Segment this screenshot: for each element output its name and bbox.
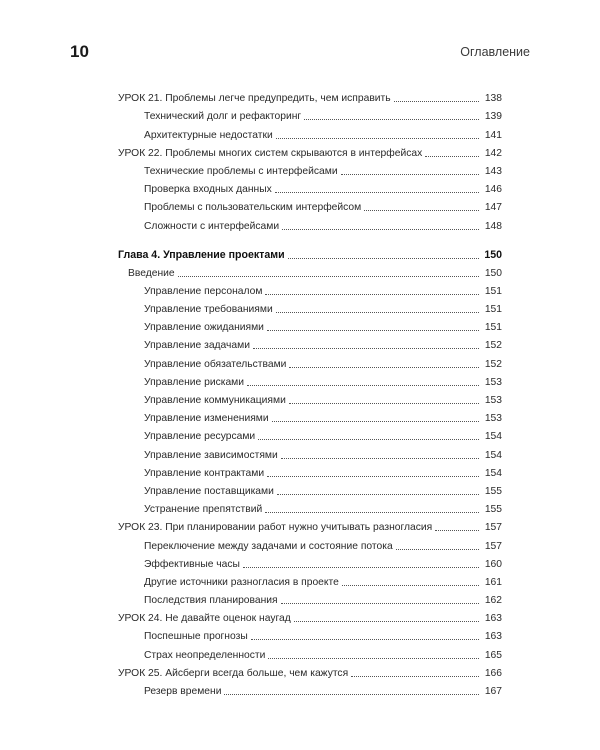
toc-entry-page: 138	[484, 93, 502, 105]
toc-entry-title: Управление зависимостями	[144, 449, 278, 461]
toc-entry-page: 146	[484, 184, 502, 196]
toc-entry-title: УРОК 24. Не давайте оценок наугад	[118, 613, 291, 625]
dot-leader	[178, 276, 479, 277]
dot-leader	[258, 439, 479, 440]
toc-entry-page: 151	[484, 322, 502, 334]
toc-entry-page: 162	[484, 595, 502, 607]
dot-leader	[288, 258, 479, 259]
toc-entry-section	[118, 498, 502, 516]
dot-leader	[341, 174, 479, 175]
toc-entry-section	[118, 425, 502, 443]
toc-entry-title: Управление рисками	[144, 376, 245, 388]
table-of-contents	[118, 87, 502, 698]
toc-entry-chapter	[118, 242, 502, 262]
toc-entry-section	[118, 123, 502, 141]
toc-entry-page: 165	[484, 649, 502, 661]
toc-entry-section	[118, 160, 502, 178]
toc-entry-intro	[118, 262, 502, 280]
toc-entry-title: Страх неопределенности	[144, 649, 266, 661]
toc-entry-page: 142	[484, 147, 502, 159]
toc-entry-title: УРОК 23. При планировании работ нужно учитывать разногласия	[118, 522, 433, 534]
toc-entry-section	[118, 571, 502, 589]
toc-entry-section	[118, 316, 502, 334]
toc-entry-lesson	[118, 516, 502, 534]
toc-entry-title: Проблемы с пользовательским интерфейсом	[144, 202, 362, 214]
toc-entry-title: Эффективные часы	[144, 558, 240, 570]
dot-leader	[247, 385, 479, 386]
toc-entry-section	[118, 462, 502, 480]
toc-entry-section	[118, 334, 502, 352]
dot-leader	[281, 603, 479, 604]
dot-leader	[224, 694, 479, 695]
dot-leader	[276, 312, 479, 313]
toc-entry-title: Глава 4. Управление проектами	[118, 248, 285, 261]
dot-leader	[289, 403, 479, 404]
toc-entry-lesson	[118, 607, 502, 625]
toc-entry-section	[118, 480, 502, 498]
toc-entry-page: 160	[484, 558, 502, 570]
toc-entry-title: Управление обязательствами	[144, 358, 287, 370]
toc-entry-section	[118, 371, 502, 389]
toc-entry-title: Управление задачами	[144, 340, 250, 352]
toc-entry-section	[118, 105, 502, 123]
dot-leader	[435, 530, 479, 531]
toc-entry-title: Управление ожиданиями	[144, 322, 264, 334]
dot-leader	[282, 229, 479, 230]
dot-leader	[294, 621, 479, 622]
toc-entry-title: Технический долг и рефакторинг	[144, 111, 302, 123]
toc-entry-page: 139	[484, 111, 502, 123]
dot-leader	[265, 512, 479, 513]
toc-entry-title: Последствия планирования	[144, 595, 278, 607]
toc-entry-section	[118, 443, 502, 461]
toc-entry-section	[118, 352, 502, 370]
dot-leader	[342, 585, 479, 586]
dot-leader	[275, 192, 479, 193]
toc-entry-page: 153	[484, 395, 502, 406]
toc-entry-title: Управление ресурсами	[144, 431, 256, 443]
toc-entry-page: 157	[484, 540, 502, 552]
toc-entry-section	[118, 680, 502, 698]
toc-entry-page: 152	[484, 340, 502, 352]
toc-entry-section	[118, 389, 502, 407]
dot-leader	[351, 676, 479, 677]
toc-entry-title: Управление изменениями	[144, 413, 269, 425]
toc-entry-title: Сложности с интерфейсами	[144, 220, 280, 232]
toc-entry-lesson	[118, 87, 502, 105]
toc-entry-page: 161	[484, 576, 502, 588]
toc-entry-section	[118, 298, 502, 316]
toc-entry-title: Поспешные прогнозы	[144, 631, 248, 643]
toc-entry-title: Переключение между задачами и состояние потока	[144, 540, 393, 552]
dot-leader	[272, 421, 479, 422]
dot-leader	[289, 367, 479, 368]
dot-leader	[277, 494, 479, 495]
dot-leader	[364, 210, 479, 211]
page-number: 10	[70, 42, 89, 61]
dot-leader	[267, 476, 479, 477]
toc-entry-title: Управление контрактами	[144, 467, 265, 479]
toc-entry-page: 154	[484, 449, 502, 461]
running-title: Оглавление	[460, 45, 530, 59]
toc-entry-title: Введение	[128, 267, 175, 279]
dot-leader	[251, 639, 479, 640]
toc-entry-lesson	[118, 142, 502, 160]
toc-entry-section	[118, 643, 502, 661]
toc-entry-page: 147	[484, 202, 502, 214]
toc-entry-page: 150	[484, 248, 502, 261]
toc-entry-page: 167	[484, 686, 502, 697]
toc-entry-page: 141	[484, 129, 502, 141]
toc-entry-page: 155	[484, 504, 502, 516]
toc-entry-title: УРОК 21. Проблемы легче предупредить, чем исправить	[118, 93, 391, 105]
toc-entry-title: Проверка входных данных	[144, 184, 272, 196]
dot-leader	[425, 156, 479, 157]
dot-leader	[265, 294, 479, 295]
toc-entry-title: Резерв времени	[144, 686, 222, 697]
toc-entry-section	[118, 214, 502, 232]
toc-entry-section	[118, 534, 502, 552]
toc-entry-title: Управление поставщиками	[144, 485, 274, 497]
toc-entry-title: УРОК 25. Айсберги всегда больше, чем кажутся	[118, 667, 349, 679]
toc-entry-page: 151	[484, 285, 502, 297]
toc-entry-section	[118, 553, 502, 571]
toc-entry-page: 155	[484, 485, 502, 497]
dot-leader	[268, 658, 479, 659]
toc-entry-page: 143	[484, 165, 502, 177]
toc-entry-section	[118, 625, 502, 643]
toc-entry-page: 152	[484, 358, 502, 370]
dot-leader	[396, 549, 479, 550]
dot-leader	[276, 138, 479, 139]
toc-entry-title: УРОК 22. Проблемы многих систем скрываются в интерфейсах	[118, 147, 423, 159]
toc-entry-title: Управление коммуникациями	[144, 395, 286, 406]
toc-entry-title: Архитектурные недостатки	[144, 129, 273, 141]
toc-entry-lesson	[118, 662, 502, 680]
dot-leader	[243, 567, 479, 568]
toc-entry-page: 157	[484, 522, 502, 534]
toc-entry-page: 148	[484, 220, 502, 232]
toc-entry-section	[118, 178, 502, 196]
toc-entry-section	[118, 196, 502, 214]
toc-entry-title: Технические проблемы с интерфейсами	[144, 165, 338, 177]
dot-leader	[281, 458, 479, 459]
toc-entry-page: 153	[484, 413, 502, 425]
toc-entry-section	[118, 407, 502, 425]
dot-leader	[394, 101, 479, 102]
toc-entry-page: 163	[484, 613, 502, 625]
toc-entry-title: Управление персоналом	[144, 285, 263, 297]
toc-entry-page: 151	[484, 304, 502, 316]
dot-leader	[253, 348, 479, 349]
toc-entry-page: 154	[484, 467, 502, 479]
dot-leader	[267, 330, 479, 331]
toc-entry-title: Устранение препятствий	[144, 504, 263, 516]
toc-entry-section	[118, 589, 502, 607]
toc-entry-title: Управление требованиями	[144, 304, 273, 316]
toc-entry-title: Другие источники разногласия в проекте	[144, 576, 339, 588]
toc-entry-section	[118, 280, 502, 298]
dot-leader	[304, 119, 479, 120]
toc-entry-page: 153	[484, 376, 502, 388]
toc-entry-page: 154	[484, 431, 502, 443]
page-header	[70, 42, 530, 62]
toc-entry-page: 163	[484, 631, 502, 643]
toc-entry-page: 166	[484, 667, 502, 679]
toc-entry-page: 150	[484, 267, 502, 279]
